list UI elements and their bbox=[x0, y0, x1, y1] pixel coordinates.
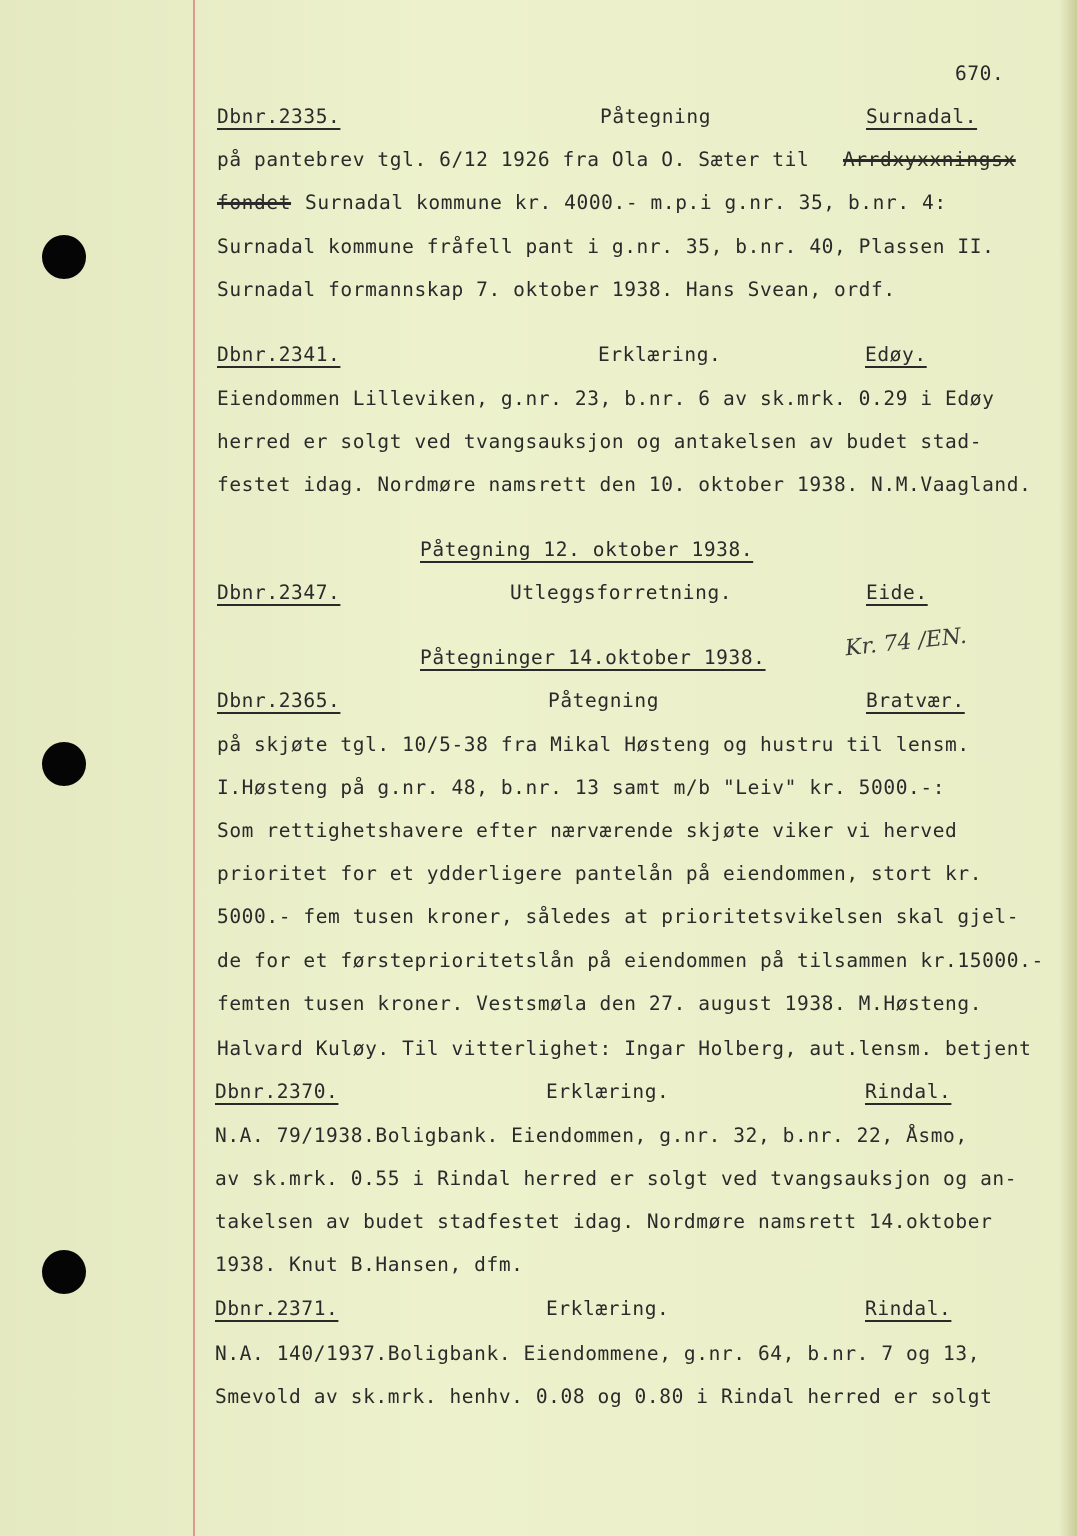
entry-line: Som rettighetshavere efter nærværende skjøte viker vi herved bbox=[217, 819, 958, 842]
entry-line: Halvard Kuløy. Til vitterlighet: Ingar Holberg, aut.lensm. betjent bbox=[217, 1037, 1032, 1060]
entry-place: Rindal. bbox=[865, 1297, 952, 1320]
entry-place: Rindal. bbox=[865, 1080, 952, 1103]
entry-place: Bratvær. bbox=[866, 689, 965, 712]
entry-line: prioritet for et ydderligere pantelån på eiendommen, stort kr. bbox=[217, 862, 983, 885]
entry-line: femten tusen kroner. Vestsmøla den 27. august 1938. M.Høsteng. bbox=[217, 992, 983, 1015]
punch-hole-middle bbox=[42, 742, 86, 786]
struck-text: Arrdxyxxningsx bbox=[843, 148, 1016, 171]
entry-title: Påtegning bbox=[548, 689, 660, 712]
entry-place: Surnadal. bbox=[866, 105, 978, 128]
entry-line: takelsen av budet stadfestet idag. Nordmøre namsrett 14.oktober bbox=[215, 1210, 993, 1233]
entry-dbnr: Dbnr.2365. bbox=[217, 689, 341, 712]
punch-hole-bottom bbox=[42, 1250, 86, 1294]
entry-line: herred er solgt ved tvangsauksjon og antakelsen av budet stad- bbox=[217, 430, 983, 453]
entry-title: Erklæring. bbox=[598, 343, 722, 366]
entry-dbnr: Dbnr.2370. bbox=[215, 1080, 339, 1103]
entry-line: N.A. 79/1938.Boligbank. Eiendommen, g.nr. 32, b.nr. 22, Åsmo, bbox=[215, 1124, 968, 1147]
entry-dbnr: Dbnr.2371. bbox=[215, 1297, 339, 1320]
entry-dbnr: Dbnr.2341. bbox=[217, 343, 341, 366]
page-number: 670. bbox=[955, 62, 1005, 85]
entry-line: av sk.mrk. 0.55 i Rindal herred er solgt ved tvangsauksjon og an- bbox=[215, 1167, 1018, 1190]
handwritten-note: Kr. 74 /EN. bbox=[844, 623, 968, 662]
entry-dbnr: Dbnr.2335. bbox=[217, 105, 341, 128]
red-margin-line bbox=[193, 0, 195, 1536]
entry-line: festet idag. Nordmøre namsrett den 10. oktober 1938. N.M.Vaagland. bbox=[217, 473, 1032, 496]
entry-place: Edøy. bbox=[865, 343, 927, 366]
entry-title: Erklæring. bbox=[546, 1080, 670, 1103]
entry-line: Surnadal kommune fråfell pant i g.nr. 35, b.nr. 40, Plassen II. bbox=[217, 235, 995, 258]
entry-title: Erklæring. bbox=[546, 1297, 670, 1320]
entry-line: Surnadal kommune kr. 4000.- m.p.i g.nr. 35, b.nr. 4: bbox=[305, 191, 947, 214]
entry-title: Påtegning bbox=[600, 105, 712, 128]
entry-line: I.Høsteng på g.nr. 48, b.nr. 13 samt m/b "Leiv" kr. 5000.-: bbox=[217, 776, 946, 799]
entry-line: 5000.- fem tusen kroner, således at prioritetsvikelsen skal gjel- bbox=[217, 905, 1020, 928]
entry-line: N.A. 140/1937.Boligbank. Eiendommene, g.nr. 64, b.nr. 7 og 13, bbox=[215, 1342, 981, 1365]
section-heading: Påtegning 12. oktober 1938. bbox=[420, 538, 754, 561]
entry-line: de for et førsteprioritetslån på eiendommen på tilsammen kr.15000.- bbox=[217, 949, 1044, 972]
entry-line: Surnadal formannskap 7. oktober 1938. Hans Svean, ordf. bbox=[217, 278, 896, 301]
entry-dbnr: Dbnr.2347. bbox=[217, 581, 341, 604]
entry-title: Utleggsforretning. bbox=[510, 581, 733, 604]
entry-place: Eide. bbox=[866, 581, 928, 604]
entry-line: Smevold av sk.mrk. henhv. 0.08 og 0.80 i Rindal herred er solgt bbox=[215, 1385, 993, 1408]
entry-line: på skjøte tgl. 10/5-38 fra Mikal Høsteng og hustru til lensm. bbox=[217, 733, 970, 756]
punch-hole-top bbox=[42, 235, 86, 279]
entry-line: Eiendommen Lilleviken, g.nr. 23, b.nr. 6 av sk.mrk. 0.29 i Edøy bbox=[217, 387, 995, 410]
struck-text: fondet bbox=[217, 191, 292, 214]
entry-line: på pantebrev tgl. 6/12 1926 fra Ola O. Sæter til bbox=[217, 148, 810, 171]
section-heading: Påtegninger 14.oktober 1938. bbox=[420, 646, 766, 669]
page-edge-shadow bbox=[1059, 0, 1077, 1536]
entry-line: 1938. Knut B.Hansen, dfm. bbox=[215, 1253, 524, 1276]
